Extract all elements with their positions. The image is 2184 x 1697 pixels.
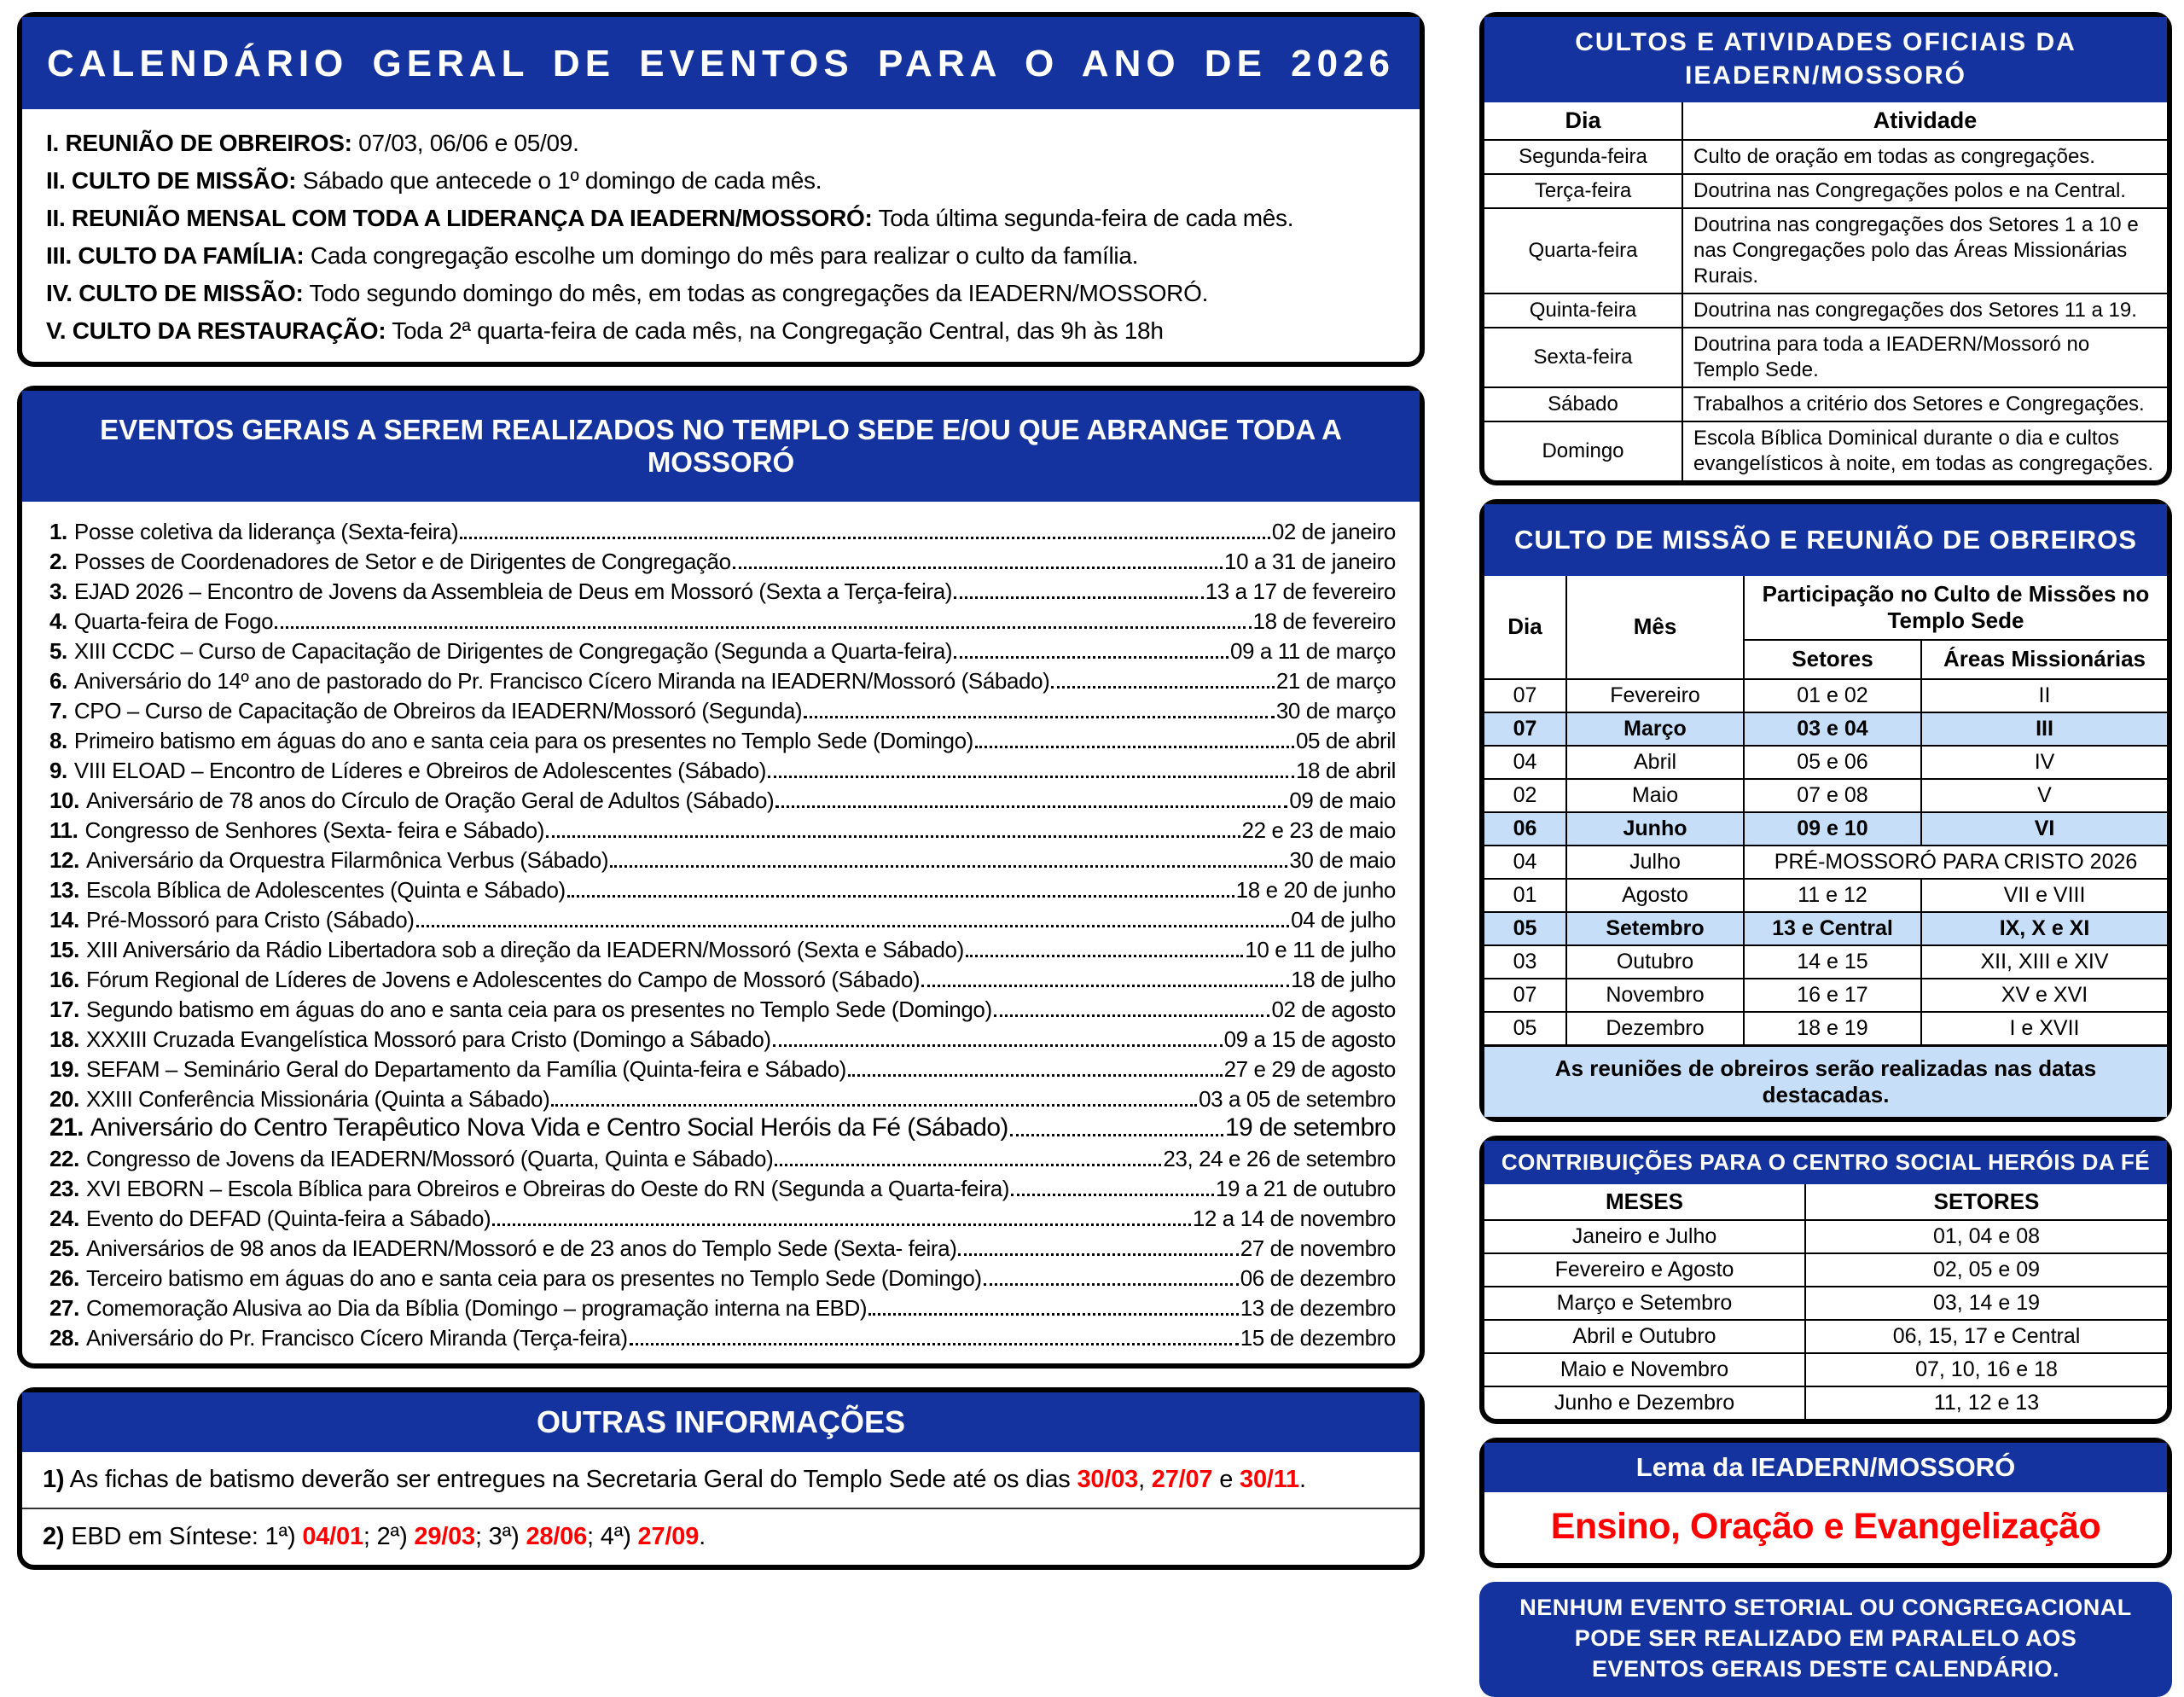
mission-service-box bbox=[1479, 499, 2172, 1122]
event-text: 4. Quarta-feira de Fogo bbox=[49, 608, 274, 634]
recurring-event-text: Todo segundo domingo do mês, em todas as congregações da IEADERN/MOSSORÓ. bbox=[309, 280, 1209, 306]
event-row bbox=[49, 1172, 1396, 1202]
contribution-row bbox=[1484, 1320, 2167, 1353]
dotted-leader bbox=[868, 1313, 1239, 1316]
dotted-leader bbox=[804, 716, 1275, 718]
motto-box bbox=[1479, 1438, 2172, 1568]
column-header-mes: Mês bbox=[1566, 576, 1744, 679]
notice-line: NENHUM EVENTO SETORIAL OU CONGREGACIONAL bbox=[1519, 1594, 2132, 1620]
service-day: Sexta-feira bbox=[1484, 328, 1682, 387]
event-date: 15 de dezembro bbox=[1240, 1325, 1396, 1351]
event-number: 12. bbox=[49, 847, 79, 873]
dotted-leader bbox=[567, 895, 1234, 898]
service-day: Sábado bbox=[1484, 387, 1682, 421]
event-number: 22. bbox=[49, 1146, 79, 1171]
info-item-2: 2) EBD em Síntese: 1ª) 04/01; 2ª) 29/03; 3ª) 28/06; 4ª) 27/09. bbox=[22, 1508, 1420, 1565]
recurring-event bbox=[46, 162, 1396, 200]
column-header-areas: Áreas Missionárias bbox=[1921, 640, 2167, 678]
event-row bbox=[49, 545, 1396, 575]
event-date: 03 a 05 de setembro bbox=[1199, 1086, 1396, 1112]
contribution-sectors: 11, 12 e 13 bbox=[1805, 1386, 2167, 1419]
event-number: 9. bbox=[49, 758, 67, 783]
events-list bbox=[22, 502, 1420, 1363]
event-row bbox=[49, 1142, 1396, 1172]
contribution-row bbox=[1484, 1287, 2167, 1320]
event-date: 10 e 11 de julho bbox=[1245, 937, 1396, 962]
contributions-box bbox=[1479, 1136, 2172, 1424]
info-item-1: 1) As fichas de batismo deverão ser entregues na Secretaria Geral do Templo Sede até os dias 30/03, 27/07 e 30/11. bbox=[43, 1466, 1306, 1493]
dotted-leader bbox=[984, 1283, 1239, 1286]
column-header-dia: Dia bbox=[1484, 102, 1682, 140]
contribution-row bbox=[1484, 1353, 2167, 1386]
event-date: 06 de dezembro bbox=[1240, 1265, 1396, 1291]
event-number: 21. bbox=[49, 1113, 84, 1142]
event-row bbox=[49, 724, 1396, 754]
event-date: 18 de julho bbox=[1291, 967, 1396, 992]
event-row bbox=[49, 1232, 1396, 1262]
dotted-leader bbox=[1011, 1194, 1214, 1196]
event-date: 13 a 17 de fevereiro bbox=[1205, 578, 1396, 604]
event-number: 18. bbox=[49, 1026, 79, 1052]
event-row bbox=[49, 814, 1396, 844]
event-text: 24. Evento do DEFAD (Quinta-feira a Sábado) bbox=[49, 1206, 491, 1231]
dotted-leader bbox=[773, 1044, 1223, 1047]
event-number: 11. bbox=[49, 817, 78, 843]
dotted-leader bbox=[848, 1074, 1223, 1077]
event-date: 09 a 11 de março bbox=[1229, 638, 1396, 664]
recurring-event bbox=[46, 237, 1396, 275]
event-row bbox=[49, 1202, 1396, 1232]
recurring-event-text: 07/03, 06/06 e 05/09. bbox=[358, 130, 579, 156]
event-date: 21 de março bbox=[1275, 668, 1396, 694]
event-number: 7. bbox=[49, 698, 67, 724]
event-row bbox=[49, 515, 1396, 545]
mission-row: 04 Julho PRÉ-MOSSORÓ PARA CRISTO 2026 bbox=[1484, 846, 2167, 879]
mission-row: 02 Maio 07 e 08 V bbox=[1484, 779, 2167, 812]
column-header-setores: SETORES bbox=[1805, 1184, 2167, 1220]
contribution-row bbox=[1484, 1220, 2167, 1253]
general-events-box bbox=[17, 386, 1425, 1369]
event-text: 7. CPO – Curso de Capacitação de Obreiros da IEADERN/Mossoró (Segunda) bbox=[49, 698, 803, 724]
event-number: 28. bbox=[49, 1325, 79, 1351]
event-number: 23. bbox=[49, 1176, 79, 1201]
event-number: 27. bbox=[49, 1295, 79, 1321]
event-number: 8. bbox=[49, 728, 67, 753]
contribution-sectors: 06, 15, 17 e Central bbox=[1805, 1320, 2167, 1353]
dotted-leader bbox=[921, 985, 1289, 987]
calendar-header-box bbox=[17, 12, 1425, 367]
event-row bbox=[49, 874, 1396, 904]
event-number: 16. bbox=[49, 967, 79, 992]
event-row bbox=[49, 665, 1396, 694]
mission-row-highlighted: 06 Junho 09 e 10 VI bbox=[1484, 812, 2167, 846]
event-text: 25. Aniversários de 98 anos da IEADERN/Mossoró e de 23 anos do Templo Sede (Sexta- feira) bbox=[49, 1235, 957, 1261]
contribution-sectors: 02, 05 e 09 bbox=[1805, 1253, 2167, 1287]
event-text: 10. Aniversário de 78 anos do Círculo de Oração Geral de Adultos (Sábado) bbox=[49, 787, 775, 813]
other-info-title: OUTRAS INFORMAÇÕES bbox=[22, 1392, 1420, 1452]
recurring-events-list bbox=[22, 109, 1420, 362]
dotted-leader bbox=[966, 955, 1243, 957]
event-number: 1. bbox=[49, 519, 67, 544]
contribution-months: Junho e Dezembro bbox=[1484, 1386, 1805, 1419]
event-row bbox=[49, 1262, 1396, 1292]
service-row bbox=[1484, 208, 2167, 293]
event-text: 26. Terceiro batismo em águas do ano e santa ceia para os presentes no Templo Sede (Domingo) bbox=[49, 1265, 982, 1291]
recurring-event-label: II. CULTO DE MISSÃO: bbox=[46, 167, 297, 194]
event-row bbox=[49, 993, 1396, 1023]
dotted-leader bbox=[1051, 686, 1274, 689]
dotted-leader bbox=[775, 805, 1287, 808]
event-row bbox=[49, 784, 1396, 814]
dotted-leader bbox=[460, 537, 1270, 539]
event-text: 2. Posses de Coordenadores de Setor e de Dirigentes de Congregação bbox=[49, 549, 731, 574]
mission-row: 05 Dezembro 18 e 19 I e XVII bbox=[1484, 1012, 2167, 1044]
event-date: 18 e 20 de junho bbox=[1235, 877, 1396, 903]
event-row bbox=[49, 575, 1396, 605]
recurring-event-label: V. CULTO DA RESTAURAÇÃO: bbox=[46, 317, 386, 344]
deadline-date: 30/11 bbox=[1240, 1466, 1299, 1493]
event-text: 14. Pré-Mossoró para Cristo (Sábado) bbox=[49, 907, 415, 933]
recurring-event bbox=[46, 125, 1396, 162]
service-activity: Culto de oração em todas as congregações. bbox=[1682, 140, 2167, 174]
column-header-participacao: Participação no Culto de Missões no Templo Sede bbox=[1744, 576, 2167, 640]
contribution-row bbox=[1484, 1253, 2167, 1287]
event-date: 18 de fevereiro bbox=[1252, 608, 1396, 634]
recurring-event bbox=[46, 312, 1396, 350]
event-date: 19 de setembro bbox=[1224, 1113, 1396, 1142]
event-date: 27 e 29 de agosto bbox=[1223, 1056, 1396, 1082]
mission-row: 07 Novembro 16 e 17 XV e XVI bbox=[1484, 979, 2167, 1012]
contributions-title: CONTRIBUIÇÕES PARA O CENTRO SOCIAL HERÓIS DA FÉ bbox=[1484, 1141, 2167, 1184]
recurring-event bbox=[46, 200, 1396, 237]
service-activity: Doutrina nas Congregações polos e na Central. bbox=[1682, 174, 2167, 208]
recurring-event-label: III. CULTO DA FAMÍLIA: bbox=[46, 242, 305, 269]
dotted-leader bbox=[551, 1104, 1197, 1107]
dotted-leader bbox=[546, 835, 1240, 838]
service-day: Quarta-feira bbox=[1484, 208, 1682, 293]
event-date: 18 de abril bbox=[1295, 758, 1396, 783]
notice-line: EVENTOS GERAIS DESTE CALENDÁRIO. bbox=[1591, 1656, 2060, 1682]
event-row bbox=[49, 754, 1396, 784]
event-row bbox=[49, 933, 1396, 963]
event-row bbox=[49, 1053, 1396, 1083]
event-date: 30 de maio bbox=[1289, 847, 1396, 873]
event-text: 17. Segundo batismo em águas do ano e santa ceia para os presentes no Templo Sede (Domingo) bbox=[49, 997, 992, 1022]
notice-line: PODE SER REALIZADO EM PARALELO AOS bbox=[1574, 1625, 2077, 1651]
dotted-leader bbox=[768, 776, 1294, 778]
event-date: 19 a 21 de outubro bbox=[1215, 1176, 1396, 1201]
dotted-leader bbox=[958, 1253, 1238, 1256]
events-title: EVENTOS GERAIS A SEREM REALIZADOS NO TEMPLO SEDE E/OU QUE ABRANGE TODA A MOSSORÓ bbox=[22, 391, 1420, 502]
dotted-leader bbox=[492, 1223, 1191, 1226]
recurring-event-text: Cada congregação escolhe um domingo do mês para realizar o culto da família. bbox=[310, 242, 1139, 269]
event-row bbox=[49, 605, 1396, 635]
dotted-leader bbox=[610, 865, 1287, 868]
dotted-leader bbox=[954, 656, 1228, 659]
event-number: 26. bbox=[49, 1265, 79, 1291]
event-date: 13 de dezembro bbox=[1240, 1295, 1396, 1321]
event-date: 12 a 14 de novembro bbox=[1192, 1206, 1396, 1231]
event-row bbox=[49, 1322, 1396, 1351]
event-text: 11. Congresso de Senhores (Sexta- feira e Sábado) bbox=[49, 817, 544, 843]
service-row bbox=[1484, 387, 2167, 421]
event-number: 25. bbox=[49, 1235, 79, 1261]
event-number: 10. bbox=[49, 787, 79, 813]
dotted-leader bbox=[1010, 1134, 1223, 1136]
info-item-1-number: 1) bbox=[43, 1466, 65, 1493]
event-text: 21. Aniversário do Centro Terapêutico Nova Vida e Centro Social Heróis da Fé (Sábado) bbox=[49, 1113, 1008, 1142]
event-row bbox=[49, 1292, 1396, 1322]
deadline-date: 27/07 bbox=[1151, 1466, 1213, 1493]
recurring-event-label: IV. CULTO DE MISSÃO: bbox=[46, 280, 304, 306]
event-row bbox=[49, 963, 1396, 993]
ebd-date: 04/01 bbox=[302, 1523, 363, 1550]
info-item-2-number: 2) bbox=[43, 1523, 65, 1550]
official-services-table bbox=[1484, 102, 2167, 480]
event-text: 5. XIII CCDC – Curso de Capacitação de Dirigentes de Congregação (Segunda a Quarta-feira) bbox=[49, 638, 953, 664]
event-number: 14. bbox=[49, 907, 79, 933]
right-column bbox=[1479, 12, 2172, 1682]
contribution-months: Fevereiro e Agosto bbox=[1484, 1253, 1805, 1287]
event-date: 30 de março bbox=[1275, 698, 1396, 724]
event-date: 02 de janeiro bbox=[1271, 519, 1396, 544]
mission-row: 07 Fevereiro 01 e 02 II bbox=[1484, 679, 2167, 712]
recurring-event-text: Toda 2ª quarta-feira de cada mês, na Congregação Central, das 9h às 18h bbox=[392, 317, 1164, 344]
mission-row-highlighted: 05 Setembro 13 e Central IX, X e XI bbox=[1484, 912, 2167, 945]
recurring-event-label: I. REUNIÃO DE OBREIROS: bbox=[46, 130, 352, 156]
event-text: 19. SEFAM – Seminário Geral do Departamento da Família (Quinta-feira e Sábado) bbox=[49, 1056, 846, 1082]
event-number: 4. bbox=[49, 608, 67, 634]
dotted-leader bbox=[975, 746, 1294, 748]
event-date: 09 de maio bbox=[1289, 787, 1396, 813]
service-row bbox=[1484, 293, 2167, 328]
column-header-dia: Dia bbox=[1484, 576, 1566, 679]
recurring-event bbox=[46, 275, 1396, 312]
event-row bbox=[49, 1083, 1396, 1113]
event-number: 13. bbox=[49, 877, 79, 903]
mission-row: 01 Agosto 11 e 12 VII e VIII bbox=[1484, 879, 2167, 912]
event-number: 5. bbox=[49, 638, 67, 664]
event-date: 09 a 15 de agosto bbox=[1223, 1026, 1396, 1052]
dotted-leader bbox=[733, 567, 1223, 569]
service-activity: Trabalhos a critério dos Setores e Congregações. bbox=[1682, 387, 2167, 421]
dotted-leader bbox=[630, 1343, 1239, 1345]
event-text: 18. XXXIII Cruzada Evangelística Mossoró para Cristo (Domingo a Sábado) bbox=[49, 1026, 771, 1052]
event-row bbox=[49, 1023, 1396, 1053]
event-number: 20. bbox=[49, 1086, 79, 1112]
event-text: 22. Congresso de Jovens da IEADERN/Mossoró (Quarta, Quinta e Sábado) bbox=[49, 1146, 774, 1171]
dotted-leader bbox=[994, 1014, 1270, 1017]
event-number: 6. bbox=[49, 668, 67, 694]
event-text: 20. XXIII Conferência Missionária (Quinta a Sábado) bbox=[49, 1086, 550, 1112]
left-column bbox=[17, 12, 1425, 1550]
recurring-event-text: Sábado que antecede o 1º domingo de cada mês. bbox=[302, 167, 822, 194]
recurring-event-label: II. REUNIÃO MENSAL COM TODA A LIDERANÇA DA IEADERN/MOSSORÓ: bbox=[46, 205, 873, 231]
ebd-date: 29/03 bbox=[414, 1523, 475, 1550]
mission-row: 03 Outubro 14 e 15 XII, XIII e XIV bbox=[1484, 945, 2167, 979]
contribution-months: Janeiro e Julho bbox=[1484, 1220, 1805, 1253]
column-header-setores: Setores bbox=[1744, 640, 1921, 678]
contribution-months: Abril e Outubro bbox=[1484, 1320, 1805, 1353]
mission-row-highlighted: 07 Março 03 e 04 III bbox=[1484, 712, 2167, 746]
event-text: 27. Comemoração Alusiva ao Dia da Bíblia (Domingo – programação interna na EBD) bbox=[49, 1295, 868, 1321]
motto-title: Lema da IEADERN/MOSSORÓ bbox=[1484, 1443, 2167, 1492]
service-activity: Doutrina nas congregações dos Setores 1 a 10 e nas Congregações polo das Áreas Missionárias Rurais. bbox=[1682, 208, 2167, 293]
event-row bbox=[49, 904, 1396, 933]
event-text: 16. Fórum Regional de Líderes de Jovens e Adolescentes do Campo de Mossoró (Sábado) bbox=[49, 967, 921, 992]
event-number: 17. bbox=[49, 997, 79, 1022]
dotted-leader bbox=[275, 626, 1251, 629]
event-text: 9. VIII ELOAD – Encontro de Líderes e Obreiros de Adolescentes (Sábado) bbox=[49, 758, 766, 783]
contribution-sectors: 03, 14 e 19 bbox=[1805, 1287, 2167, 1320]
event-text: 6. Aniversário do 14º ano de pastorado do Pr. Francisco Cícero Miranda na IEADERN/Mossoró (Sábado) bbox=[49, 668, 1050, 694]
service-row bbox=[1484, 328, 2167, 387]
event-number: 2. bbox=[49, 549, 67, 574]
event-date: 27 de novembro bbox=[1240, 1235, 1396, 1261]
column-header-meses: MESES bbox=[1484, 1184, 1805, 1220]
mission-row: 04 Abril 05 e 06 IV bbox=[1484, 746, 2167, 779]
service-row bbox=[1484, 140, 2167, 174]
event-date: 10 a 31 de janeiro bbox=[1224, 549, 1396, 574]
event-date: 04 de julho bbox=[1291, 907, 1396, 933]
event-text: 23. XVI EBORN – Escola Bíblica para Obreiros e Obreiras do Oeste do RN (Segunda a Quarta-feira) bbox=[49, 1176, 1010, 1201]
dotted-leader bbox=[775, 1164, 1161, 1166]
contributions-table bbox=[1484, 1184, 2167, 1419]
event-row bbox=[49, 1113, 1396, 1142]
event-text: 12. Aniversário da Orquestra Filarmônica Verbus (Sábado) bbox=[49, 847, 609, 873]
event-text: 1. Posse coletiva da liderança (Sexta-feira) bbox=[49, 519, 459, 544]
event-text: 8. Primeiro batismo em águas do ano e santa ceia para os presentes no Templo Sede (Domingo) bbox=[49, 728, 973, 753]
recurring-event-text: Toda última segunda-feira de cada mês. bbox=[878, 205, 1294, 231]
event-number: 19. bbox=[49, 1056, 79, 1082]
motto-text: Ensino, Oração e Evangelização bbox=[1550, 1505, 2101, 1547]
event-row bbox=[49, 694, 1396, 724]
page-title: CALENDÁRIO GERAL DE EVENTOS PARA O ANO DE 2026 bbox=[22, 17, 1420, 109]
event-date: 23, 24 e 26 de setembro bbox=[1163, 1146, 1396, 1171]
contribution-months: Março e Setembro bbox=[1484, 1287, 1805, 1320]
event-date: 22 e 23 de maio bbox=[1241, 817, 1396, 843]
contribution-row bbox=[1484, 1386, 2167, 1419]
service-day: Quinta-feira bbox=[1484, 293, 1682, 328]
event-row bbox=[49, 844, 1396, 874]
service-activity: Doutrina nas congregações dos Setores 11 a 19. bbox=[1682, 293, 2167, 328]
dotted-leader bbox=[416, 925, 1290, 927]
official-services-title: CULTOS E ATIVIDADES OFICIAIS DA IEADERN/MOSSORÓ bbox=[1484, 17, 2167, 102]
service-day: Terça-feira bbox=[1484, 174, 1682, 208]
event-date: 05 de abril bbox=[1295, 728, 1396, 753]
event-date: 02 de agosto bbox=[1271, 997, 1396, 1022]
service-activity: Doutrina para toda a IEADERN/Mossoró no Templo Sede. bbox=[1682, 328, 2167, 387]
mission-service-table bbox=[1484, 576, 2167, 1044]
dotted-leader bbox=[954, 596, 1204, 599]
official-services-box bbox=[1479, 12, 2172, 485]
event-text: 3. EJAD 2026 – Encontro de Jovens da Assembleia de Deus em Mossoró (Sexta a Terça-feira) bbox=[49, 578, 953, 604]
event-row bbox=[49, 635, 1396, 665]
service-row bbox=[1484, 421, 2167, 480]
notice-box bbox=[1479, 1582, 2172, 1697]
mission-footer-note: As reuniões de obreiros serão realizadas nas datas destacadas. bbox=[1484, 1044, 2167, 1117]
event-number: 3. bbox=[49, 578, 67, 604]
mission-service-title: CULTO DE MISSÃO E REUNIÃO DE OBREIROS bbox=[1484, 504, 2167, 576]
ebd-date: 28/06 bbox=[526, 1523, 588, 1550]
event-number: 15. bbox=[49, 937, 79, 962]
contribution-months: Maio e Novembro bbox=[1484, 1353, 1805, 1386]
other-info-box bbox=[17, 1387, 1425, 1570]
service-row bbox=[1484, 174, 2167, 208]
contribution-sectors: 01, 04 e 08 bbox=[1805, 1220, 2167, 1253]
contribution-sectors: 07, 10, 16 e 18 bbox=[1805, 1353, 2167, 1386]
column-header-atividade: Atividade bbox=[1682, 102, 2167, 140]
event-text: 28. Aniversário do Pr. Francisco Cícero Miranda (Terça-feira) bbox=[49, 1325, 628, 1351]
ebd-date: 27/09 bbox=[637, 1523, 700, 1550]
deadline-date: 30/03 bbox=[1077, 1466, 1139, 1493]
event-text: 15. XIII Aniversário da Rádio Libertadora sob a direção da IEADERN/Mossoró (Sexta e Sábado) bbox=[49, 937, 964, 962]
event-number: 24. bbox=[49, 1206, 79, 1231]
event-text: 13. Escola Bíblica de Adolescentes (Quinta e Sábado) bbox=[49, 877, 566, 903]
service-day: Segunda-feira bbox=[1484, 140, 1682, 174]
mission-span-cell: PRÉ-MOSSORÓ PARA CRISTO 2026 bbox=[1744, 846, 2167, 879]
service-day: Domingo bbox=[1484, 421, 1682, 480]
service-activity: Escola Bíblica Dominical durante o dia e cultos evangelísticos à noite, em todas as congregações. bbox=[1682, 421, 2167, 480]
